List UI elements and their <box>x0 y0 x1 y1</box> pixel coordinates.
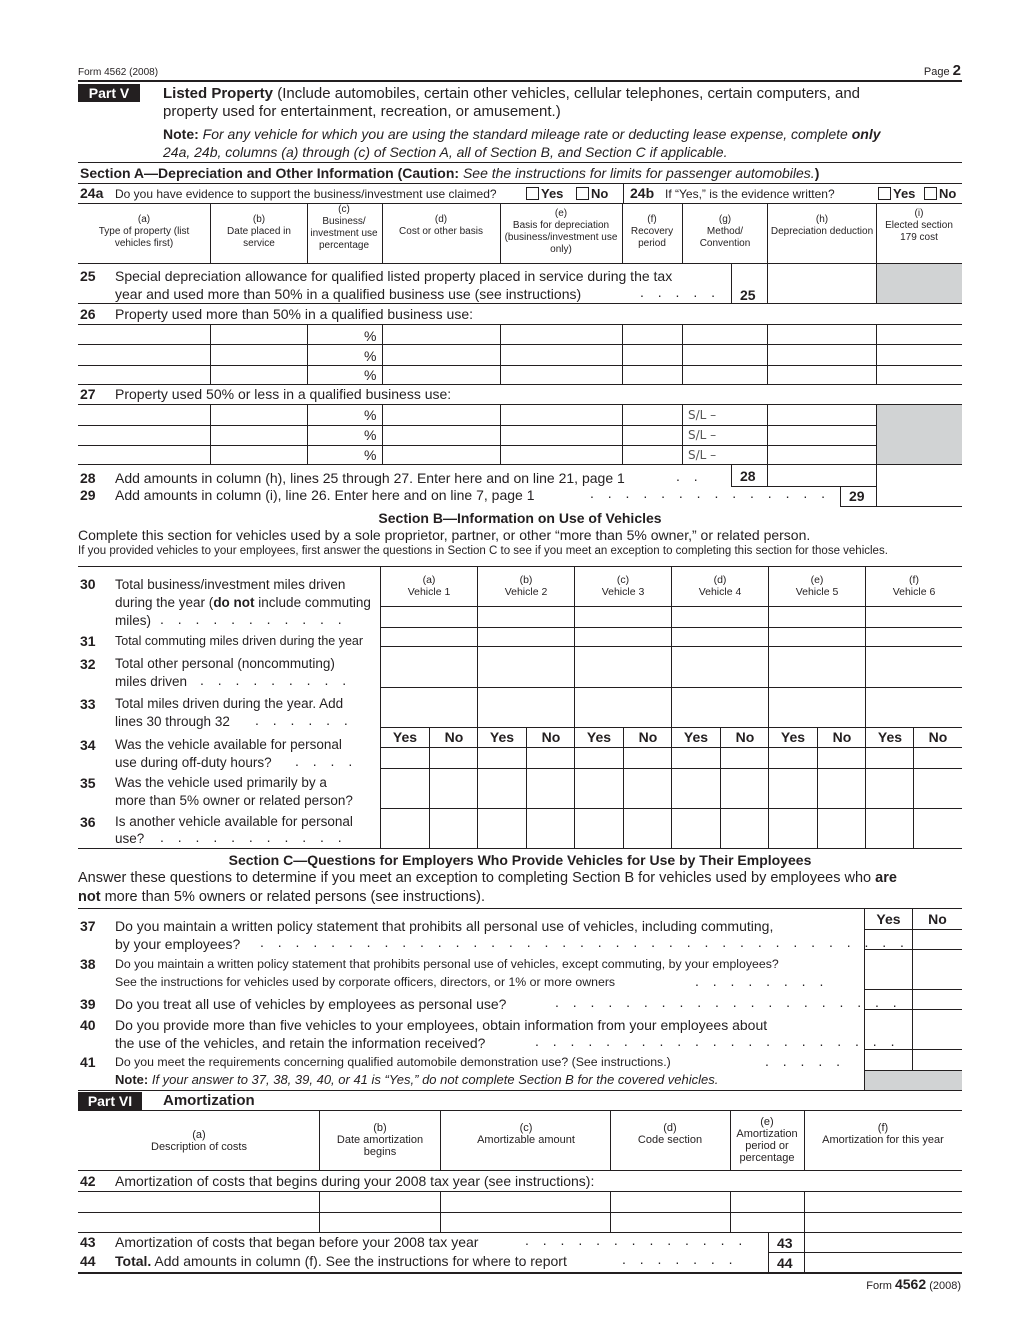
line-28-amount[interactable] <box>768 465 876 485</box>
line-43-box-label: 43 <box>777 1235 793 1251</box>
line-32-text: Total other personal (noncommuting) <box>115 656 335 671</box>
pct-sign: % <box>364 348 377 364</box>
line-35-number: 35 <box>80 775 96 791</box>
line-28-box-label: 28 <box>740 468 756 484</box>
line-43-number: 43 <box>80 1234 96 1250</box>
method-sl: S/L – <box>688 408 717 422</box>
method-sl: S/L – <box>688 428 717 442</box>
part-v-title: Listed Property (Include automobiles, certain other vehicles, cellular telephones, certain computers, and <box>163 85 861 102</box>
line-35-text-2: more than 5% owner or related person? <box>115 793 353 808</box>
line-40-number: 40 <box>80 1017 96 1033</box>
line-33-text: Total miles driven during the year. Add <box>115 696 344 711</box>
no-column-header: No <box>928 911 947 927</box>
line-24b-text: If “Yes,” is the evidence written? <box>665 187 835 201</box>
section-c-note: Note: If your answer to 37, 38, 39, 40, or 41 is “Yes,” do not complete Section B for the covered vehicles. <box>115 1072 719 1087</box>
yes-label: Yes <box>586 729 612 745</box>
line-40-text: Do you provide more than five vehicles to your employees, obtain information from your employees about <box>115 1017 768 1033</box>
line-24a-yes-checkbox[interactable] <box>526 187 539 200</box>
line-31-text: Total commuting miles driven during the year <box>115 634 364 648</box>
yes-label: Yes <box>877 729 903 745</box>
line-37-text-2: by your employees? <box>115 936 241 952</box>
line-24b-no-checkbox[interactable] <box>924 187 937 200</box>
amort-col-d-header: (d) Code section <box>637 1122 703 1146</box>
line-32-text-2: miles driven <box>115 674 188 689</box>
section-c-intro: Answer these questions to determine if you meet an exception to completing Section B for vehicles used by employees who are <box>78 870 897 886</box>
line-36-number: 36 <box>80 814 96 830</box>
line-24a-no-checkbox[interactable] <box>576 187 589 200</box>
part-v-title-line2: property used for entertainment, recreation, or amusement.) <box>163 103 561 120</box>
line-30-text-3: miles) <box>115 613 151 628</box>
no-label: No <box>928 729 948 745</box>
line-44-text: Total. Add amounts in column (f). See the instructions for where to report <box>115 1253 567 1269</box>
line-39-number: 39 <box>80 996 96 1012</box>
col-c-header: (c) Business/ investment use percentage <box>310 204 378 251</box>
line-28-text: Add amounts in column (h), lines 25 through 27. Enter here and on line 21, page 1 <box>115 470 625 486</box>
line-34-text-2: use during off-duty hours? <box>115 755 272 770</box>
line-30-text: Total business/investment miles driven <box>115 577 346 592</box>
line-29-box-label: 29 <box>849 488 865 504</box>
pct-sign: % <box>364 367 377 383</box>
line-35-text: Was the vehicle used primarily by a <box>115 775 327 790</box>
pct-sign: % <box>364 427 377 443</box>
line-36-text: Is another vehicle available for personal <box>115 814 353 829</box>
section-b-intro-2: If you provided vehicles to your employees, first answer the questions in Section C to see if you meet an exception to completing this section for those vehicles. <box>78 545 888 557</box>
part-v-note: Note: For any vehicle for which you are using the standard mileage rate or deducting lease expense, complete only <box>163 126 881 142</box>
pct-sign: % <box>364 328 377 344</box>
line-25-text-2: year and used more than 50% in a qualified business use (see instructions) <box>115 286 582 302</box>
line-26-text: Property used more than 50% in a qualified business use: <box>115 306 473 322</box>
part-vi-title: Amortization <box>163 1092 255 1109</box>
no-label: No <box>444 729 464 745</box>
line-36-text-2: use? <box>115 831 145 846</box>
shaded-cell <box>877 405 962 464</box>
part-vi-badge: Part VI <box>78 1092 142 1110</box>
vehicle-3-header: (c) Vehicle 3 <box>601 574 645 598</box>
line-33-number: 33 <box>80 696 96 712</box>
col-f-header: (f) Recovery period <box>630 214 674 249</box>
col-e-header: (e) Basis for depreciation (business/investment use only) <box>504 208 618 255</box>
rule <box>623 183 624 203</box>
section-b-title: Section B—Information on Use of Vehicles <box>378 510 662 526</box>
line-43-text: Amortization of costs that began before your 2008 tax year <box>115 1234 479 1250</box>
line-24a-yes-label: Yes <box>541 186 564 201</box>
no-label: No <box>638 729 658 745</box>
line-29-text: Add amounts in column (i), line 26. Enter here and on line 7, page 1 <box>115 487 535 503</box>
line-24a-no-label: No <box>591 186 609 201</box>
line-42-number: 42 <box>80 1173 96 1189</box>
shaded-cell <box>865 1071 962 1090</box>
line-38-text: Do you maintain a written policy statement that prohibits personal use of vehicles, except commuting, by your employees? <box>115 957 779 971</box>
yes-label: Yes <box>392 729 418 745</box>
col-b-header: (b) Date placed in service <box>227 214 291 249</box>
line-44-amount[interactable] <box>805 1253 962 1272</box>
line-38-number: 38 <box>80 956 96 972</box>
line-32-number: 32 <box>80 656 96 672</box>
line-37-text: Do you maintain a written policy statement that prohibits all personal use of vehicles, including commuting, <box>115 918 774 934</box>
line-27-text: Property used 50% or less in a qualified business use: <box>115 386 452 402</box>
vehicle-5-header: (e) Vehicle 5 <box>795 574 839 598</box>
line-24b-yes-checkbox[interactable] <box>878 187 891 200</box>
line-24b-no-label: No <box>939 186 957 201</box>
pct-sign: % <box>364 407 377 423</box>
line-33-text-2: lines 30 through 32 <box>115 714 230 729</box>
page-number: Page 2 <box>923 62 961 79</box>
line-24a-text: Do you have evidence to support the business/investment use claimed? <box>115 187 497 201</box>
line-27-number: 27 <box>80 386 96 402</box>
col-a-header: (a) Type of property (list vehicles first) <box>98 214 190 249</box>
col-d-header: (d) Cost or other basis <box>399 214 483 237</box>
amort-col-a-header: (a) Description of costs <box>151 1129 247 1153</box>
col-g-header: (g) Method/ Convention <box>699 214 751 249</box>
yes-label: Yes <box>780 729 806 745</box>
yes-column-header: Yes <box>876 911 901 927</box>
vehicle-6-header: (f) Vehicle 6 <box>892 574 936 598</box>
line-25-number: 25 <box>80 268 96 284</box>
amort-col-b-header: (b) Date amortization begins <box>336 1122 424 1158</box>
line-38-text-2: See the instructions for vehicles used by corporate officers, directors, or 1% or more owners <box>115 975 616 989</box>
form-footer: Form 4562 (2008) <box>866 1276 961 1292</box>
no-label: No <box>832 729 852 745</box>
yes-label: Yes <box>683 729 709 745</box>
line-29-amount[interactable] <box>877 487 962 506</box>
method-sl: S/L – <box>688 448 717 462</box>
line-44-box-label: 44 <box>777 1255 793 1271</box>
line-40-text-2: the use of the vehicles, and retain the information received? <box>115 1035 486 1051</box>
amort-col-f-header: (f) Amortization for this year <box>822 1122 944 1146</box>
header-rule <box>78 80 962 82</box>
pct-sign: % <box>364 447 377 463</box>
section-c-title: Section C—Questions for Employers Who Provide Vehicles for Use by Their Employees <box>228 852 812 868</box>
line-24b-number: 24b <box>630 185 655 201</box>
vehicle-4-header: (d) Vehicle 4 <box>698 574 742 598</box>
line-30-number: 30 <box>80 576 96 592</box>
no-label: No <box>541 729 561 745</box>
amort-col-e-header: (e) Amortization period or percentage <box>736 1116 798 1164</box>
line-24b-yes-label: Yes <box>893 186 916 201</box>
col-h-header: (h) Depreciation deduction <box>770 214 874 237</box>
rule <box>78 183 962 184</box>
line-25-amount[interactable] <box>768 264 876 302</box>
form-label: Form 4562 (2008) <box>78 67 159 78</box>
line-24a-number: 24a <box>80 185 104 201</box>
section-b-intro: Complete this section for vehicles used by a sole proprietor, partner, or other “more than 5% owner,” or related person. <box>78 527 811 543</box>
line-41-text: Do you meet the requirements concerning qualified automobile demonstration use? (See instructions.) <box>115 1055 671 1069</box>
line-39-text: Do you treat all use of vehicles by employees as personal use? <box>115 996 507 1012</box>
part-v-note-line2: 24a, 24b, columns (a) through (c) of Section A, all of Section B, and Section C if applicable. <box>163 144 728 160</box>
vehicle-2-header: (b) Vehicle 2 <box>504 574 548 598</box>
vehicle-1-header: (a) Vehicle 1 <box>407 574 451 598</box>
line-26-number: 26 <box>80 306 96 322</box>
line-34-number: 34 <box>80 737 96 753</box>
col-i-header: (i) Elected section 179 cost <box>885 208 953 243</box>
line-25-box-label: 25 <box>740 287 756 303</box>
line-28-number: 28 <box>80 470 96 486</box>
line-25-text: Special depreciation allowance for qualified listed property placed in service during the tax <box>115 268 673 284</box>
section-a-title: Section A—Depreciation and Other Information (Caution: See the instructions for limits for passenger automobiles.) <box>80 165 820 181</box>
line-44-number: 44 <box>80 1253 96 1269</box>
line-30-text-2: during the year (do not include commuting <box>115 595 371 610</box>
line-41-number: 41 <box>80 1054 96 1070</box>
line-31-number: 31 <box>80 633 96 649</box>
section-c-intro-2: not more than 5% owners or related persons (see instructions). <box>78 889 485 905</box>
line-42-text: Amortization of costs that begins during your 2008 tax year (see instructions): <box>115 1173 595 1189</box>
yes-label: Yes <box>489 729 515 745</box>
line-34-text: Was the vehicle available for personal <box>115 737 342 752</box>
shaded-cell <box>877 264 962 303</box>
part-v-badge: Part V <box>78 84 140 102</box>
no-label: No <box>735 729 755 745</box>
line-37-number: 37 <box>80 918 96 934</box>
rule <box>78 162 962 163</box>
line-43-amount[interactable] <box>805 1233 962 1252</box>
amort-col-c-header: (c) Amortizable amount <box>477 1122 575 1146</box>
line-29-number: 29 <box>80 487 96 503</box>
